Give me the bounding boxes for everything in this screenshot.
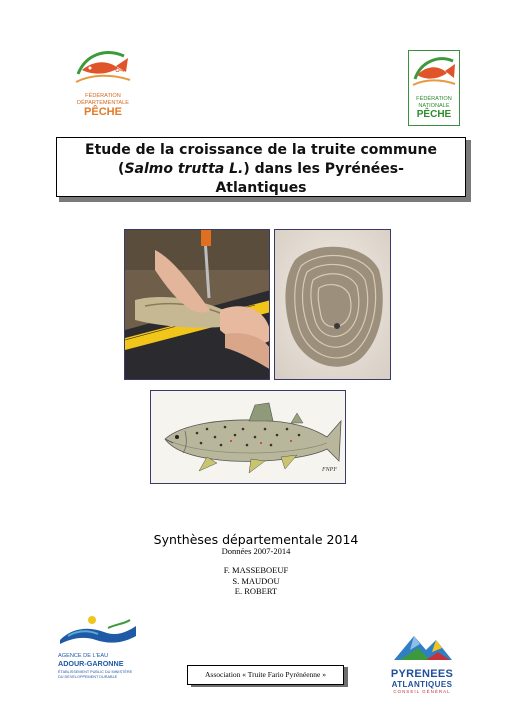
water-wave-icon <box>58 614 138 648</box>
fn-line2: NATIONALE <box>418 102 450 109</box>
agence-line2: ADOUR-GARONNE <box>58 659 124 668</box>
agence-line4: DU DÉVELOPPEMENT DURABLE <box>58 674 118 679</box>
trout-scale-photo <box>274 229 391 380</box>
fn-line1: FÉDÉRATION <box>416 96 452 102</box>
department-number: 64 <box>115 64 126 74</box>
pyr-line1: PYRENEES <box>390 668 454 680</box>
agence-line1: AGENCE DE L'EAU <box>58 653 109 659</box>
trout-illustration <box>150 390 346 484</box>
species-name: Salmo trutta L. <box>124 161 244 177</box>
agence-line3: ÉTABLISSEMENT PUBLIC DU MINISTÈRE <box>58 670 133 674</box>
pyrenees-atlantiques-logo <box>380 630 464 692</box>
title-line1: Etude de la croissance de la truite commune <box>85 142 437 158</box>
fd-line1: FÉDÉRATION <box>85 93 121 99</box>
illustration-credit: FNPF <box>322 467 337 473</box>
fd-line3: PÊCHE <box>84 106 122 118</box>
author-3: E. ROBERT <box>234 586 278 596</box>
federation-departementale-logo <box>72 44 134 122</box>
document-title <box>57 138 465 198</box>
synthese-title: Synthèses départementale 2014 <box>153 532 359 547</box>
author-1: F. MASSEBOEUF <box>223 565 289 575</box>
association-box: Association « Truite Fario Pyrénéenne » <box>187 665 344 685</box>
author-2: S. MAUDOU <box>232 576 280 586</box>
fd-line2: DÉPARTEMENTALE <box>77 99 129 106</box>
title-box <box>56 137 466 197</box>
federation-nationale-logo <box>408 50 460 126</box>
pyr-line3: CONSEIL GÉNÉRAL <box>393 689 451 694</box>
title-line3: Atlantiques <box>215 180 307 196</box>
agence-eau-adour-garonne-logo <box>58 614 138 696</box>
fish-emblem-icon <box>409 51 459 91</box>
title-line2: (Salmo trutta L.) dans les Pyrénées- <box>118 161 404 177</box>
pyr-line2: ATLANTIQUES <box>391 680 453 689</box>
trout-measuring-photo <box>124 229 270 380</box>
mountain-icon <box>380 630 464 664</box>
fn-line3: PÊCHE <box>416 109 452 120</box>
data-years: Données 2007-2014 <box>221 546 291 556</box>
